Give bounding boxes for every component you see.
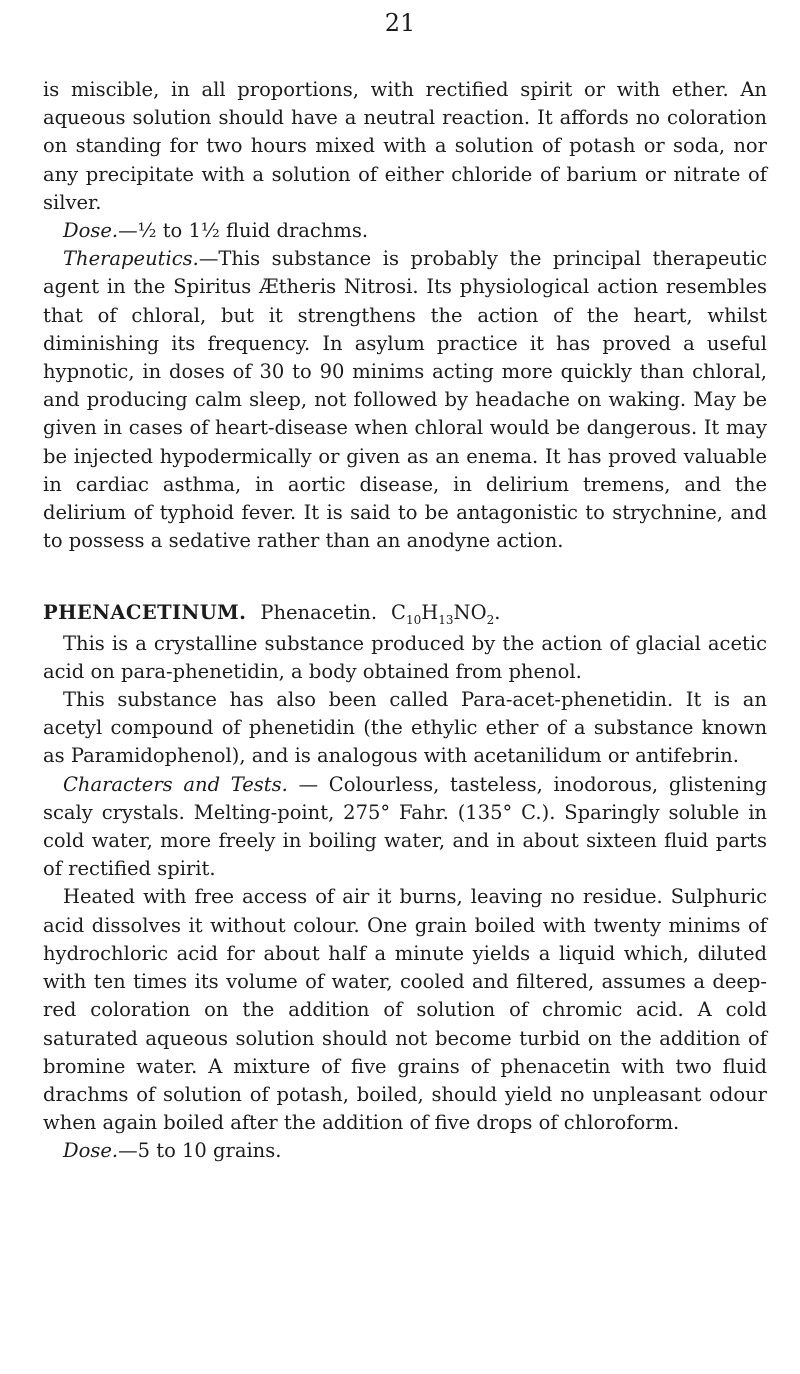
formula-end: . xyxy=(494,601,501,625)
formula-o-count: 2 xyxy=(486,613,495,628)
drug-synonym: Phenacetin. xyxy=(260,601,378,625)
chemical-formula xyxy=(391,601,501,628)
description-paragraph: This is a crystalline substance produced by the action of glacial acetic acid on para-phenetidin, a body obtained from phenol. xyxy=(43,631,767,683)
dose-label: Dose. xyxy=(63,219,119,243)
formula-no: NO xyxy=(453,601,487,625)
page-number: 21 xyxy=(384,9,416,37)
characters-paragraph xyxy=(43,771,767,884)
dose-paragraph xyxy=(43,217,767,245)
synonym-paragraph: This substance has also been called Para-acet-phenetidin. It is an acetyl compound of phenetidin (the ethylic ether of a substance known as Paramidophenol), and is analogous with acetanilidum or antifebrin. xyxy=(43,688,767,768)
therapeutics-paragraph xyxy=(43,245,767,555)
phenacetin-dose-label: Dose. xyxy=(63,1139,119,1163)
phenacetinum-heading xyxy=(43,599,767,627)
formula-h-count: 13 xyxy=(438,613,454,628)
drug-name: PHENACETINUM. xyxy=(43,601,247,625)
formula-c: C xyxy=(391,601,406,625)
therapeutics-label: Therapeutics. xyxy=(63,247,199,271)
formula-c-count: 10 xyxy=(405,613,422,628)
phenacetin-dose-paragraph xyxy=(43,1137,767,1165)
formula-h: H xyxy=(421,601,439,625)
characters-text: — Colourless, tasteless, inodorous, glistening scaly crystals. Melting-point, 275° Fahr. (135° C.). Sparingly soluble in cold water, more freely in boiling water, and in about sixteen fluid parts of rectified spirit. xyxy=(43,772,768,881)
tests-paragraph: Heated with free access of air it burns, leaving no residue. Sulphuric acid dissolves it without colour. One grain boiled with twenty minims of hydrochloric acid for about half a minute yields a liquid which, diluted with ten times its volume of water, cooled and filtered, assumes a deep-red coloration on the addition of solution of chromic acid. A cold saturated aqueous solution should not become turbid on the addition of bromine water. A mixture of five grains of phenacetin with two fluid drachms of solution of potash, boiled, should yield no unpleasant odour when again boiled after the addition of five drops of chloroform. xyxy=(43,885,767,1135)
dose-text: —½ to 1½ fluid drachms. xyxy=(118,219,369,243)
page-body xyxy=(43,76,767,1166)
continuation-paragraph: is miscible, in all proportions, with rectified spirit or with ether. An aqueous solution should have a neutral reaction. It affords no coloration on standing for two hours mixed with a solution of potash or soda, nor any precipitate with a solution of either chloride of barium or nitrate of silver. xyxy=(43,78,767,214)
therapeutics-text: —This substance is probably the principal therapeutic agent in the Spiritus Ætheris Nitrosi. Its physiological action resembles that of chloral, but it strengthens the action of the heart, whilst diminishing its frequency. In asylum practice it has proved a useful hypnotic, in doses of 30 to 90 minims acting more quickly than chloral, and producing calm sleep, not followed by headache on waking. May be given in cases of heart-disease when chloral would be dangerous. It may be injected hypodermically or given as an enema. It has proved valuable in cardiac asthma, in aortic disease, in delirium tremens, and the delirium of typhoid fever. It is said to be antagonistic to strychnine, and to possess a sedative rather than an anodyne action. xyxy=(43,247,767,553)
phenacetin-dose-text: —5 to 10 grains. xyxy=(118,1139,282,1163)
characters-label: Characters and Tests. xyxy=(63,772,288,796)
